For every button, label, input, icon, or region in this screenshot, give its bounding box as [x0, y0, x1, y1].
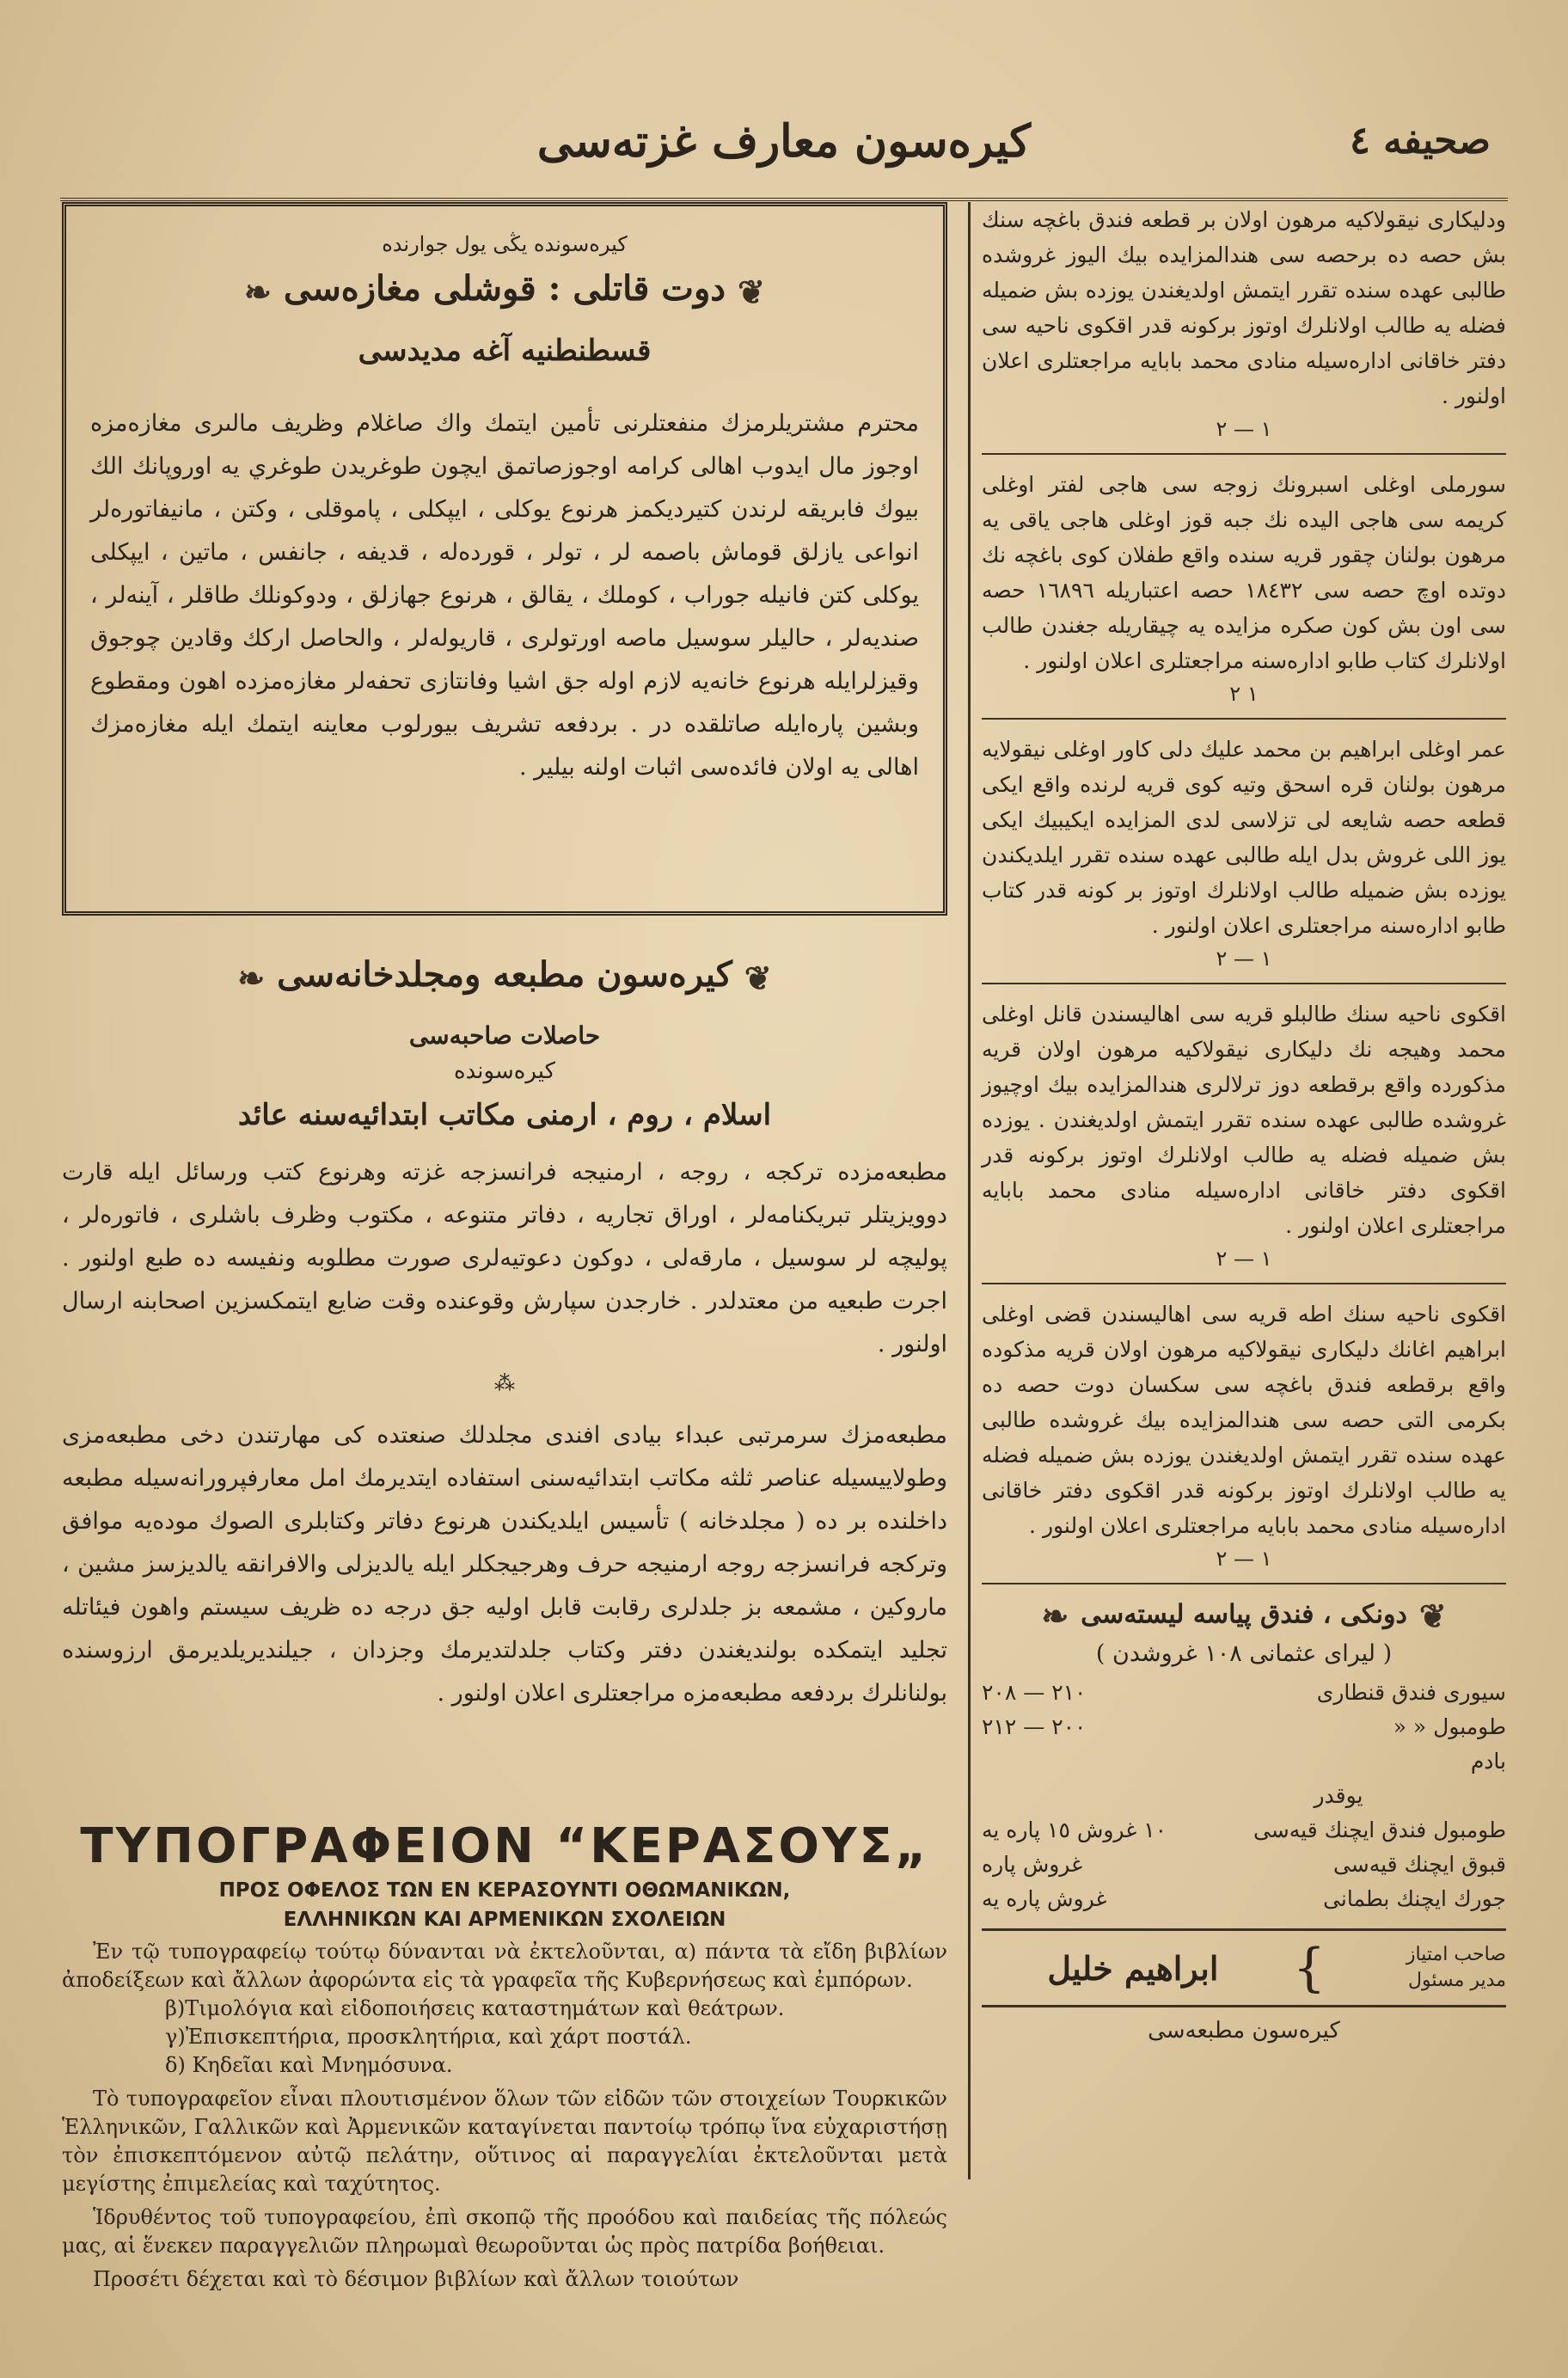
- price-name: طومبول « «: [1393, 1714, 1506, 1739]
- greek-subtitle-2: ΕΛΛΗΝΙΚΩΝ ΚΑΙ ΑΡΜΕΝΙΚΩΝ ΣΧΟΛΕΙΩΝ: [283, 1909, 726, 1931]
- price-name: قبوق ايچنك قيەسى: [1332, 1852, 1506, 1877]
- price-row: [982, 1744, 1506, 1779]
- price-row: [982, 1882, 1506, 1916]
- flourish-icon: ❧: [1041, 1597, 1069, 1635]
- notice-number: ١ ٢: [1229, 682, 1259, 706]
- greek-paragraph-2: Τὸ τυπογραφεῖον εἶναι πλουτισμένον ὅλων τῶν εἰδῶν τῶν στοιχείων Τουρκικῶν Ἑλληνικῶν, Γαλλικῶν καὶ Ἀρμενικῶν καταγίνεται παντοίῳ τρόπῳ ἵνα εὐχαριστήσῃ τὸν ἐπισκεπτόμενον αὐτῷ πελάτην, οὕτινος αἱ παραγγελίαι ἐκτελοῦνται μετὰ μεγίστης ἐπιμελείας καὶ ταχύτητος.: [62, 2087, 947, 2196]
- price-list: [982, 1597, 1506, 1916]
- newspaper-title: كيرەسون معارف غزتەسى: [536, 115, 1032, 168]
- notice-text: اقكوى ناحيه سنك طالبلو قريه سى اهاليسندن قانل اوغلى محمد وهيجه نك دليكارى نيقولاكيه مرهون اولان قريه مذكورده واقع برقطعه دوز ترلالرى هندالمزايده بيك اوچيوز غروشده طالبى عهده سنده تقرر ايتمش اولديغندن . يوزده بش ضميله فضله يه طالب اولانلرك اوتوز بركونه قدر اقكوى دفتر خاقانى ادارەسيله منادى محمد بابايه مراجعتلرى اعلان اولنور .: [982, 1002, 1506, 1238]
- owner-roles: [1334, 1942, 1506, 1994]
- greek-item-c: γ)Ἐπισκεπτήρια, προσκλητήρια, καὶ χάρτ ποστάλ.: [165, 2025, 692, 2049]
- flourish-icon: ❧: [237, 958, 266, 997]
- flourish-icon: ❦: [1418, 1597, 1447, 1635]
- notice-separator: [982, 983, 1506, 984]
- greek-intro: Ἐν τῷ τυπογραφείῳ τούτῳ δύνανται νὰ ἐκτελοῦνται, α) πάντα τὰ εἴδη βιβλίων ἀποδείξεων καὶ ἄλλων ἀφορώντα εἰς τὰ γραφεῖα τῆς Κυβερνήσεως καὶ ἐμπόρων.: [62, 1940, 947, 1992]
- price-value: غروش پاره يه: [982, 1886, 1107, 1911]
- shop-location: كيرەسونده يڭى يول جوارنده: [382, 232, 628, 256]
- price-name: جورك ايچنك بطمانى: [1323, 1886, 1506, 1911]
- notice-separator: [982, 453, 1506, 455]
- notice: [982, 1296, 1506, 1571]
- notice: [982, 732, 1506, 971]
- shop-city: قسطنطنيه آغه مديدسى: [358, 333, 652, 368]
- main-column: [62, 202, 956, 2291]
- price-list-unit: ( ليراى عثمانى ١٠٨ غروشدن ): [1095, 1640, 1393, 1667]
- notice-text: اقكوى ناحيه سنك اطه قريه سى اهاليسندن قضى اوغلى ابراهيم اغانك دليكارى نيقولاكيه مرهون اولان قريه مذكوده واقع برقطعه فندق باغچه سى سكسان دوت حصه ده بكرمى التى حصه سى هندالمزايده بيك غروشده طالبى عهده سنده تقرر ايتمش اولديغندن يوزده بش ضميله فضله يه طالب اولانلرك اوتوز بركونه قدر اقكوى دفتر خاقانى ادارەسيله منادى محمد بابايه مراجعتلرى اعلان اولنور .: [982, 1302, 1506, 1538]
- press-location: كيرەسونده: [454, 1057, 555, 1084]
- notice-separator: [982, 718, 1506, 720]
- price-list-title-line: [982, 1597, 1506, 1635]
- owner-box: [982, 1928, 1506, 2007]
- shop-name-line: [90, 268, 919, 311]
- press-title: كيرەسون مطبعه ومجلدخانەسى: [277, 954, 732, 995]
- notice-text: عمر اوغلى ابراهيم بن محمد عليك دلى كاور اوغلى نيقولايه مرهون بولنان قره اسحق وتيه كوى قريه لرنده واقع ايكى قطعه حصه شايعه لى تزلاسى لدى المزايده ايكيبيك ايكى يوز اللى غروش بدل ايله طالبى عهده سنده تقرر ايلديكندن يوزده بش ضميله طالب اولانلرك اوتوز بر كونه قدر كتاب طابو ادارەسنه مراجعتلرى اعلان اولنور .: [982, 737, 1506, 938]
- asterism-icon: ⁂: [494, 1370, 515, 1395]
- flourish-icon: ❦: [744, 958, 772, 997]
- notice-separator: [982, 1583, 1506, 1584]
- notice: [982, 467, 1506, 706]
- price-value: غروش پاره: [982, 1852, 1083, 1877]
- column-divider: [968, 202, 971, 2179]
- notice-number: ١ — ٢: [1216, 1547, 1272, 1571]
- notice: [982, 202, 1506, 441]
- price-name: طومبول فندق ايچنك قيەسى: [1253, 1817, 1506, 1842]
- side-column: [982, 202, 1506, 2214]
- price-value: [982, 1744, 1171, 1779]
- brace-icon: }: [1292, 1938, 1326, 1998]
- price-value: ٢٠٠ — ٢١٢: [982, 1714, 1087, 1739]
- price-list-title: دونكى ، فندق پياسه ليستەسى: [1081, 1599, 1407, 1630]
- shop-name: دوت قاتلى : قوشلى مغازەسى: [283, 268, 726, 309]
- price-name: بادم: [1470, 1749, 1506, 1774]
- notice: [982, 996, 1506, 1271]
- price-row: [982, 1676, 1506, 1710]
- printer-name: كيرەسون مطبعەسى: [1148, 2018, 1340, 2044]
- greek-paragraph-4: Προσέτι δέχεται καὶ τὸ δέσιμον βιβλίων καὶ ἄλλων τοιούτων: [93, 2267, 739, 2291]
- greek-item-d: δ) Κηδεῖαι καὶ Μνημόσυνα.: [165, 2053, 453, 2077]
- price-value: ٢١٠ — ٢٠٨: [982, 1680, 1087, 1705]
- price-row: [982, 1848, 1506, 1882]
- price-name: سيورى فندق قنطارى: [1316, 1680, 1506, 1705]
- press-slogan: اسلام ، روم ، ارمنى مكاتب ابتدائيەسنه عائد: [237, 1097, 772, 1132]
- notice-number: ١ — ٢: [1216, 417, 1272, 441]
- price-value: [982, 1779, 1171, 1813]
- price-row: [982, 1710, 1506, 1744]
- press-body-2: مطبعەمزك سرمرتبى عبداء بيادى افندى مجلدلك صنعتده كى مهارتندن دخى مطبعەمزى وطولاييسيله عناصر ثلثه مكاتب ابتدائيەسنى استفاده ايتديرمك امل معارفپرورانەسيله مطبعه داخلنده بر ده ( مجلدخانه ) تأسيس ايلديكندن هرنوع دفاتر وكتابلرى الصوك مودەيه موافق وتركجه فرانسزجه روجه ارمنيجه حرف وهرجيجكلر ايله يالديزلى والافرانقه يالديزسز مشين ، ماروكين ، مشمعه بز جلدلرى رقابت قابل اوليه جق درجه ده ظريف سيستم واهون فيئاتله تجليد ايتمكده بولنديغندن دفتر وكتاب جلدلتديرمك وجزدان ، جيلنديريلديرمق ارزوسنده بولنانلرك بردفعه مطبعەمزه مراجعتلرى اعلان اولنور .: [62, 1421, 947, 1707]
- printing-house-section: [62, 937, 947, 1715]
- press-owners: حاصلات صاحبەسى: [408, 1020, 601, 1050]
- shop-advertisement: [62, 202, 947, 916]
- greek-paragraph-3: Ἱδρυθέντος τοῦ τυπογραφείου, ἐπὶ σκοπῷ τῆς προόδου καὶ παιδείας τῆς πόλεώς μας, αἱ ἕνεκεν παραγγελιῶν πληρωμαὶ θεωροῦνται ὡς πρὸς πατρίδα βοήθειαι.: [62, 2205, 947, 2258]
- notice-separator: [982, 1283, 1506, 1284]
- greek-subtitle-1: ΠΡΟΣ ΟΦΕΛΟΣ ΤΩΝ ΕΝ ΚΕΡΑΣΟΥΝΤΙ ΟΘΩΜΑΝΙΚΩΝ,: [218, 1879, 791, 1902]
- owner-role-editor: مدير مسئول: [1408, 1970, 1506, 1991]
- notice-number: ١ — ٢: [1216, 1247, 1272, 1271]
- price-value: ١٠ غروش ١٥ پاره يه: [982, 1817, 1167, 1842]
- press-body-1: مطبعەمزده تركجه ، روجه ، ارمنيجه فرانسزجه غزته وهرنوع كتب ورسائل ايله قارت دوويزيتلر تبريكنامەلر ، اوراق تجاريه ، دفاتر متنوعه ، مكتوب وظرف باشلرى ، فاتورەلر ، پوليچه لر سوسيل ، مارقەلى ، دوكون دعوتيەلرى صورت مطلوبه ونفيسه ده طبع اولنور . اجرت طبعيه من معتدلدر . خارجدن سپارش وقوعنده وقت ضايع ايتمكسزين اصحابنه ارسال اولنور .: [62, 1158, 947, 1358]
- press-title-line: [62, 954, 947, 997]
- price-row: [982, 1779, 1506, 1813]
- owner-name: ابراهيم خليل: [1047, 1948, 1219, 1988]
- notice-number: ١ — ٢: [1216, 947, 1272, 971]
- notice-text: سورملى اوغلى اسبرونك زوجه سى هاجى لفتر اوغلى كريمه سى هاجى اليده نك جبه قوز اوغلى هاجى ياقى يه مرهون بولنان چقور قريه سنده واقع طفلان كوى باغچه نك دوتده اوچ حصه سى ١٨٤٣٢ حصه اعتباريله ١٦٨٩٦ حصه سى اون بش كون صكره مزايده يه چيقاريله جغندن طالب اولانلرك كتاب طابو ادارەسنه مراجعتلرى اعلان اولنور .: [982, 472, 1507, 673]
- price-name: يوقدر: [1314, 1783, 1363, 1808]
- price-row: [982, 1813, 1506, 1848]
- flourish-icon: ❦: [738, 272, 765, 311]
- page-number: صحيفه ٤: [1350, 119, 1491, 162]
- notice-text: ودليكارى نيقولاكيه مرهون اولان بر قطعه فندق باغچه سنك بش حصه ده برحصه سى هندالمزايده بيك اليوز غروشده طالبى عهده سنده تقرر ايتمش اولديغندن يوزده بش ضميله فضله يه طالب اولانلرك اوتوز بركونه قدر اقكوى ناحيه سى دفتر خاقانى ادارەسيله منادى محمد بابايه مراجعتلرى اعلان اولنور .: [982, 207, 1506, 408]
- greek-item-b: β)Τιμολόγια καὶ εἰδοποιήσεις καταστημάτων καὶ θεάτρων.: [165, 1996, 785, 2020]
- flourish-icon: ❧: [244, 272, 272, 311]
- greek-advertisement: [62, 1818, 947, 2294]
- page-header: [60, 103, 1508, 201]
- owner-role-proprietor: صاحب امتياز: [1406, 1944, 1506, 1965]
- greek-title: ΤΥΠΟΓΡΑΦΕΙΟΝ “ΚΕΡΑΣΟΥΣ„: [80, 1818, 929, 1874]
- shop-ad-body: محترم مشتريلرمزك منفعتلرنى تأمين ايتمك واك صاغلام وظريف مالىرى مغازەمزه اوجوز مال ايدوب اهالى كرامه اوجوزصاتمق ايچون طوغريدن طوغري يه اوروپانك الك بيوك فابريقه لرندن كتيرديكمز هرنوع يوكلى ، ايپكلى ، پاموقلى ، وكتن ، مانيفاتورەلر انواعى يازلق قوماش باصمه لر ، تولر ، قوردەله ، قديفه ، جانفس ، ماتين ، ايپكلى يوكلى كتن فانيله جوراب ، كوملك ، يقالق ، هرنوع جهازلق ، ودوكونلك طاقلر ، آينەلر ، صنديەلر ، حاليلر سوسيل ماصه اورتولرى ، قاريولەلر ، والحاصل اركك وقادين چوجوق وقيزلرايله هرنوع خانەيه لازم اوله جق اشيا وفانتازى تحفەلر مغازەمزده اهون ومقطوع وبشين پارەايله صاتلقده در . بردفعه تشريف بيورلوب معاينه ايتمك ايله مغازەمزك اهالى يه اولان فائدەسى اثبات اولنه بيلير .: [90, 409, 919, 781]
